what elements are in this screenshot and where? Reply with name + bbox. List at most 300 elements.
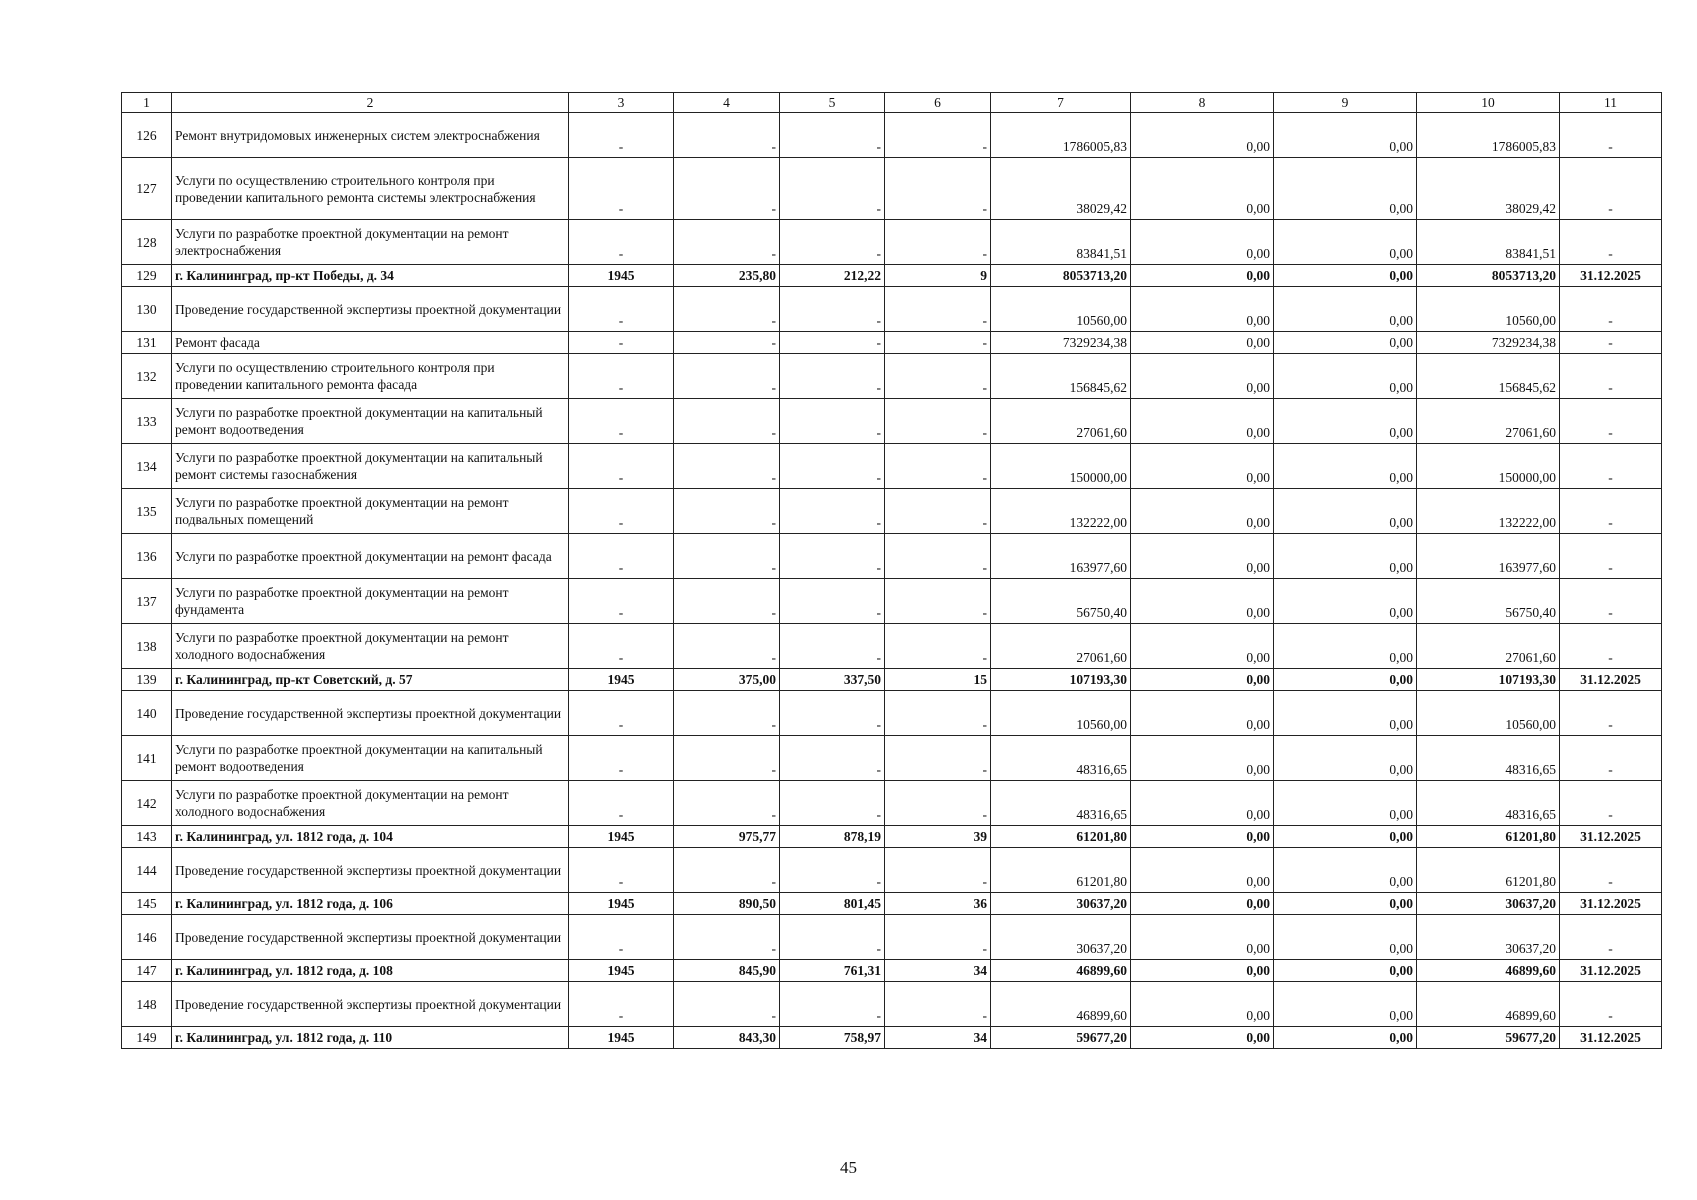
header-col-1: 1: [122, 93, 172, 113]
cell-total-cost: 38029,42: [991, 158, 1131, 220]
cell-budget-cost: 0,00: [1274, 915, 1417, 960]
cell-living-area: 761,31: [780, 960, 885, 982]
cell-owners-cost: 107193,30: [1417, 669, 1560, 691]
cell-owners-cost: 27061,60: [1417, 399, 1560, 444]
cell-owners-cost: 7329234,38: [1417, 332, 1560, 354]
table-row: [122, 915, 1662, 960]
cell-row-number: 128: [122, 220, 172, 265]
header-col-5: 5: [780, 93, 885, 113]
cell-total-area: -: [674, 579, 780, 624]
cell-total-area: -: [674, 534, 780, 579]
cell-total-cost: 27061,60: [991, 624, 1131, 669]
cell-living-area: -: [780, 287, 885, 332]
cell-living-area: -: [780, 399, 885, 444]
cell-row-name: Услуги по осуществлению строительного контроля при проведении капитального ремонта фасада: [172, 354, 569, 399]
cell-living-area: -: [780, 781, 885, 826]
cell-total-cost: 156845,62: [991, 354, 1131, 399]
cell-living-area: -: [780, 489, 885, 534]
cell-fund-cost: 0,00: [1131, 960, 1274, 982]
cell-row-number: 136: [122, 534, 172, 579]
table-row: [122, 113, 1662, 158]
cell-budget-cost: 0,00: [1274, 781, 1417, 826]
cell-living-area: 878,19: [780, 826, 885, 848]
cell-budget-cost: 0,00: [1274, 982, 1417, 1027]
table-row: [122, 691, 1662, 736]
cell-row-name: Ремонт фасада: [172, 332, 569, 354]
cell-build-year: -: [569, 444, 674, 489]
cell-total-area: 890,50: [674, 893, 780, 915]
cell-total-area: 975,77: [674, 826, 780, 848]
table-row: [122, 444, 1662, 489]
cell-row-number: 129: [122, 265, 172, 287]
cell-total-area: 235,80: [674, 265, 780, 287]
cell-owners-cost: 83841,51: [1417, 220, 1560, 265]
cell-row-number: 147: [122, 960, 172, 982]
cell-row-name: Проведение государственной экспертизы проектной документации: [172, 691, 569, 736]
cell-budget-cost: 0,00: [1274, 332, 1417, 354]
cell-row-name: г. Калининград, пр-кт Победы, д. 34: [172, 265, 569, 287]
cell-build-year: -: [569, 624, 674, 669]
cell-row-name: Услуги по разработке проектной документации на капитальный ремонт системы газоснабжения: [172, 444, 569, 489]
table-row: [122, 332, 1662, 354]
cell-residents: -: [885, 736, 991, 781]
header-col-2: 2: [172, 93, 569, 113]
cell-total-area: -: [674, 158, 780, 220]
header-col-9: 9: [1274, 93, 1417, 113]
cell-row-name: Ремонт внутридомовых инженерных систем электроснабжения: [172, 113, 569, 158]
cell-row-name: г. Калининград, ул. 1812 года, д. 106: [172, 893, 569, 915]
table-row: [122, 826, 1662, 848]
cell-row-number: 143: [122, 826, 172, 848]
cell-living-area: -: [780, 848, 885, 893]
cell-budget-cost: 0,00: [1274, 287, 1417, 332]
cell-budget-cost: 0,00: [1274, 444, 1417, 489]
cell-build-year: -: [569, 287, 674, 332]
cell-owners-cost: 46899,60: [1417, 960, 1560, 982]
cell-deadline: 31.12.2025: [1560, 669, 1662, 691]
cell-fund-cost: 0,00: [1131, 534, 1274, 579]
cell-row-number: 131: [122, 332, 172, 354]
header-col-4: 4: [674, 93, 780, 113]
cell-budget-cost: 0,00: [1274, 265, 1417, 287]
cell-total-cost: 1786005,83: [991, 113, 1131, 158]
table-row: [122, 579, 1662, 624]
cell-fund-cost: 0,00: [1131, 287, 1274, 332]
cell-residents: -: [885, 399, 991, 444]
cell-living-area: -: [780, 579, 885, 624]
cell-fund-cost: 0,00: [1131, 354, 1274, 399]
table-row: [122, 736, 1662, 781]
table-row: [122, 354, 1662, 399]
cell-residents: -: [885, 113, 991, 158]
cell-row-name: Услуги по осуществлению строительного контроля при проведении капитального ремонта системы электроснабжения: [172, 158, 569, 220]
cell-total-area: -: [674, 624, 780, 669]
data-table: [121, 92, 1662, 1049]
cell-row-number: 144: [122, 848, 172, 893]
table-row: [122, 220, 1662, 265]
table-row: [122, 287, 1662, 332]
cell-total-area: -: [674, 982, 780, 1027]
cell-residents: -: [885, 915, 991, 960]
cell-total-area: -: [674, 332, 780, 354]
page-number: 45: [840, 1158, 857, 1177]
header-col-10: 10: [1417, 93, 1560, 113]
cell-total-cost: 10560,00: [991, 287, 1131, 332]
cell-fund-cost: 0,00: [1131, 736, 1274, 781]
cell-living-area: 758,97: [780, 1027, 885, 1049]
cell-fund-cost: 0,00: [1131, 781, 1274, 826]
cell-fund-cost: 0,00: [1131, 444, 1274, 489]
cell-fund-cost: 0,00: [1131, 220, 1274, 265]
cell-fund-cost: 0,00: [1131, 158, 1274, 220]
cell-residents: -: [885, 848, 991, 893]
cell-total-area: -: [674, 781, 780, 826]
cell-row-number: 140: [122, 691, 172, 736]
cell-residents: 39: [885, 826, 991, 848]
cell-build-year: -: [569, 848, 674, 893]
cell-row-number: 146: [122, 915, 172, 960]
cell-row-number: 137: [122, 579, 172, 624]
header-col-8: 8: [1131, 93, 1274, 113]
cell-fund-cost: 0,00: [1131, 579, 1274, 624]
cell-row-number: 135: [122, 489, 172, 534]
cell-residents: -: [885, 220, 991, 265]
cell-total-area: -: [674, 354, 780, 399]
cell-row-number: 126: [122, 113, 172, 158]
cell-row-number: 130: [122, 287, 172, 332]
cell-deadline: -: [1560, 332, 1662, 354]
cell-residents: -: [885, 579, 991, 624]
cell-build-year: -: [569, 736, 674, 781]
cell-living-area: 801,45: [780, 893, 885, 915]
cell-owners-cost: 10560,00: [1417, 691, 1560, 736]
cell-row-number: 139: [122, 669, 172, 691]
cell-owners-cost: 8053713,20: [1417, 265, 1560, 287]
cell-owners-cost: 10560,00: [1417, 287, 1560, 332]
cell-budget-cost: 0,00: [1274, 960, 1417, 982]
table-row: [122, 848, 1662, 893]
cell-total-cost: 56750,40: [991, 579, 1131, 624]
cell-residents: 9: [885, 265, 991, 287]
cell-total-cost: 7329234,38: [991, 332, 1131, 354]
cell-fund-cost: 0,00: [1131, 399, 1274, 444]
cell-total-cost: 30637,20: [991, 893, 1131, 915]
cell-total-area: -: [674, 915, 780, 960]
cell-row-name: Услуги по разработке проектной документации на ремонт холодного водоснабжения: [172, 624, 569, 669]
cell-deadline: -: [1560, 624, 1662, 669]
cell-budget-cost: 0,00: [1274, 399, 1417, 444]
cell-owners-cost: 30637,20: [1417, 893, 1560, 915]
cell-total-cost: 83841,51: [991, 220, 1131, 265]
table-row: [122, 624, 1662, 669]
cell-residents: -: [885, 158, 991, 220]
cell-row-number: 145: [122, 893, 172, 915]
cell-owners-cost: 56750,40: [1417, 579, 1560, 624]
cell-fund-cost: 0,00: [1131, 893, 1274, 915]
cell-budget-cost: 0,00: [1274, 1027, 1417, 1049]
cell-row-name: Проведение государственной экспертизы проектной документации: [172, 982, 569, 1027]
cell-living-area: 337,50: [780, 669, 885, 691]
table-row: [122, 781, 1662, 826]
cell-total-area: 375,00: [674, 669, 780, 691]
cell-living-area: -: [780, 444, 885, 489]
cell-residents: -: [885, 489, 991, 534]
cell-owners-cost: 48316,65: [1417, 781, 1560, 826]
cell-total-area: -: [674, 848, 780, 893]
cell-total-cost: 30637,20: [991, 915, 1131, 960]
cell-total-cost: 163977,60: [991, 534, 1131, 579]
cell-row-number: 142: [122, 781, 172, 826]
cell-residents: -: [885, 354, 991, 399]
table-row: [122, 893, 1662, 915]
cell-total-area: -: [674, 113, 780, 158]
cell-budget-cost: 0,00: [1274, 624, 1417, 669]
cell-fund-cost: 0,00: [1131, 826, 1274, 848]
cell-owners-cost: 61201,80: [1417, 826, 1560, 848]
cell-build-year: 1945: [569, 1027, 674, 1049]
cell-budget-cost: 0,00: [1274, 669, 1417, 691]
cell-budget-cost: 0,00: [1274, 354, 1417, 399]
column-number-header-row: [122, 93, 1662, 113]
cell-deadline: -: [1560, 736, 1662, 781]
cell-row-name: г. Калининград, ул. 1812 года, д. 108: [172, 960, 569, 982]
cell-row-name: Услуги по разработке проектной документации на ремонт электроснабжения: [172, 220, 569, 265]
cell-fund-cost: 0,00: [1131, 915, 1274, 960]
cell-residents: -: [885, 332, 991, 354]
cell-residents: -: [885, 781, 991, 826]
cell-owners-cost: 163977,60: [1417, 534, 1560, 579]
cell-owners-cost: 61201,80: [1417, 848, 1560, 893]
cell-fund-cost: 0,00: [1131, 113, 1274, 158]
cell-budget-cost: 0,00: [1274, 489, 1417, 534]
cell-residents: -: [885, 691, 991, 736]
cell-budget-cost: 0,00: [1274, 158, 1417, 220]
cell-total-cost: 150000,00: [991, 444, 1131, 489]
cell-row-number: 132: [122, 354, 172, 399]
cell-total-cost: 46899,60: [991, 960, 1131, 982]
cell-residents: 15: [885, 669, 991, 691]
cell-residents: 36: [885, 893, 991, 915]
cell-owners-cost: 132222,00: [1417, 489, 1560, 534]
cell-living-area: -: [780, 691, 885, 736]
cell-residents: -: [885, 444, 991, 489]
cell-budget-cost: 0,00: [1274, 826, 1417, 848]
cell-total-area: -: [674, 489, 780, 534]
cell-deadline: -: [1560, 220, 1662, 265]
cell-owners-cost: 48316,65: [1417, 736, 1560, 781]
cell-total-cost: 107193,30: [991, 669, 1131, 691]
cell-row-number: 127: [122, 158, 172, 220]
cell-deadline: -: [1560, 982, 1662, 1027]
table-row: [122, 960, 1662, 982]
cell-build-year: -: [569, 915, 674, 960]
cell-build-year: -: [569, 691, 674, 736]
cell-owners-cost: 1786005,83: [1417, 113, 1560, 158]
cell-total-area: -: [674, 691, 780, 736]
cell-build-year: -: [569, 332, 674, 354]
cell-build-year: -: [569, 579, 674, 624]
cell-build-year: -: [569, 982, 674, 1027]
cell-build-year: -: [569, 534, 674, 579]
cell-total-area: 843,30: [674, 1027, 780, 1049]
cell-total-cost: 59677,20: [991, 1027, 1131, 1049]
cell-living-area: -: [780, 534, 885, 579]
cell-fund-cost: 0,00: [1131, 332, 1274, 354]
cell-fund-cost: 0,00: [1131, 624, 1274, 669]
table-row: [122, 399, 1662, 444]
cell-row-name: Услуги по разработке проектной документации на капитальный ремонт водоотведения: [172, 736, 569, 781]
cell-build-year: -: [569, 220, 674, 265]
cell-deadline: -: [1560, 691, 1662, 736]
cell-fund-cost: 0,00: [1131, 691, 1274, 736]
cell-row-name: Проведение государственной экспертизы проектной документации: [172, 287, 569, 332]
cell-deadline: -: [1560, 579, 1662, 624]
cell-build-year: -: [569, 158, 674, 220]
cell-owners-cost: 150000,00: [1417, 444, 1560, 489]
cell-budget-cost: 0,00: [1274, 893, 1417, 915]
cell-row-name: г. Калининград, ул. 1812 года, д. 104: [172, 826, 569, 848]
cell-build-year: -: [569, 354, 674, 399]
cell-total-area: -: [674, 399, 780, 444]
cell-total-cost: 27061,60: [991, 399, 1131, 444]
cell-deadline: 31.12.2025: [1560, 893, 1662, 915]
cell-residents: 34: [885, 960, 991, 982]
cell-build-year: -: [569, 489, 674, 534]
cell-row-name: Услуги по разработке проектной документации на капитальный ремонт водоотведения: [172, 399, 569, 444]
cell-total-cost: 132222,00: [991, 489, 1131, 534]
cell-total-cost: 61201,80: [991, 848, 1131, 893]
cell-deadline: -: [1560, 287, 1662, 332]
cell-build-year: 1945: [569, 960, 674, 982]
cell-budget-cost: 0,00: [1274, 848, 1417, 893]
cell-owners-cost: 30637,20: [1417, 915, 1560, 960]
cell-deadline: 31.12.2025: [1560, 1027, 1662, 1049]
cell-residents: -: [885, 624, 991, 669]
cell-budget-cost: 0,00: [1274, 534, 1417, 579]
cell-deadline: 31.12.2025: [1560, 826, 1662, 848]
cell-deadline: -: [1560, 915, 1662, 960]
cell-owners-cost: 46899,60: [1417, 982, 1560, 1027]
table-row: [122, 669, 1662, 691]
cell-fund-cost: 0,00: [1131, 489, 1274, 534]
table-body: [122, 93, 1662, 1049]
cell-total-area: -: [674, 444, 780, 489]
header-col-7: 7: [991, 93, 1131, 113]
table-row: [122, 1027, 1662, 1049]
cell-total-cost: 61201,80: [991, 826, 1131, 848]
cell-deadline: -: [1560, 781, 1662, 826]
cell-budget-cost: 0,00: [1274, 579, 1417, 624]
cell-budget-cost: 0,00: [1274, 113, 1417, 158]
cell-row-name: Проведение государственной экспертизы проектной документации: [172, 848, 569, 893]
cell-living-area: -: [780, 113, 885, 158]
cell-total-area: -: [674, 287, 780, 332]
cell-fund-cost: 0,00: [1131, 1027, 1274, 1049]
cell-owners-cost: 156845,62: [1417, 354, 1560, 399]
cell-owners-cost: 27061,60: [1417, 624, 1560, 669]
cell-owners-cost: 38029,42: [1417, 158, 1560, 220]
cell-row-name: Услуги по разработке проектной документации на ремонт подвальных помещений: [172, 489, 569, 534]
cell-deadline: -: [1560, 113, 1662, 158]
cell-living-area: -: [780, 982, 885, 1027]
cell-living-area: -: [780, 736, 885, 781]
cell-build-year: -: [569, 113, 674, 158]
cell-build-year: -: [569, 399, 674, 444]
cell-total-cost: 10560,00: [991, 691, 1131, 736]
header-col-3: 3: [569, 93, 674, 113]
cell-deadline: -: [1560, 848, 1662, 893]
cell-row-number: 134: [122, 444, 172, 489]
cell-fund-cost: 0,00: [1131, 669, 1274, 691]
table-row: [122, 982, 1662, 1027]
cell-total-cost: 8053713,20: [991, 265, 1131, 287]
cell-build-year: 1945: [569, 669, 674, 691]
cell-budget-cost: 0,00: [1274, 691, 1417, 736]
cell-row-number: 141: [122, 736, 172, 781]
cell-total-cost: 46899,60: [991, 982, 1131, 1027]
cell-row-name: Услуги по разработке проектной документации на ремонт фундамента: [172, 579, 569, 624]
cell-deadline: 31.12.2025: [1560, 265, 1662, 287]
cell-row-name: г. Калининград, ул. 1812 года, д. 110: [172, 1027, 569, 1049]
cell-build-year: -: [569, 781, 674, 826]
cell-row-name: Услуги по разработке проектной документации на ремонт фасада: [172, 534, 569, 579]
cell-row-number: 138: [122, 624, 172, 669]
header-col-11: 11: [1560, 93, 1662, 113]
cell-budget-cost: 0,00: [1274, 220, 1417, 265]
cell-fund-cost: 0,00: [1131, 982, 1274, 1027]
cell-living-area: -: [780, 354, 885, 399]
cell-budget-cost: 0,00: [1274, 736, 1417, 781]
cell-row-number: 148: [122, 982, 172, 1027]
cell-row-name: Проведение государственной экспертизы проектной документации: [172, 915, 569, 960]
cell-row-number: 133: [122, 399, 172, 444]
cell-deadline: 31.12.2025: [1560, 960, 1662, 982]
cell-residents: 34: [885, 1027, 991, 1049]
header-col-6: 6: [885, 93, 991, 113]
cell-living-area: -: [780, 220, 885, 265]
cell-living-area: -: [780, 624, 885, 669]
cell-total-area: 845,90: [674, 960, 780, 982]
cell-living-area: -: [780, 332, 885, 354]
cell-build-year: 1945: [569, 265, 674, 287]
cell-living-area: -: [780, 915, 885, 960]
cell-deadline: -: [1560, 444, 1662, 489]
cell-living-area: -: [780, 158, 885, 220]
cell-fund-cost: 0,00: [1131, 265, 1274, 287]
cell-deadline: -: [1560, 158, 1662, 220]
cell-row-name: Услуги по разработке проектной документации на ремонт холодного водоснабжения: [172, 781, 569, 826]
table-row: [122, 158, 1662, 220]
cell-fund-cost: 0,00: [1131, 848, 1274, 893]
cell-build-year: 1945: [569, 893, 674, 915]
cell-deadline: -: [1560, 489, 1662, 534]
cell-residents: -: [885, 287, 991, 332]
cell-deadline: -: [1560, 354, 1662, 399]
cell-deadline: -: [1560, 399, 1662, 444]
cell-total-cost: 48316,65: [991, 781, 1131, 826]
cell-residents: -: [885, 534, 991, 579]
cell-living-area: 212,22: [780, 265, 885, 287]
table-row: [122, 489, 1662, 534]
cell-total-cost: 48316,65: [991, 736, 1131, 781]
table-row: [122, 265, 1662, 287]
cell-deadline: -: [1560, 534, 1662, 579]
cell-residents: -: [885, 982, 991, 1027]
cell-row-name: г. Калининград, пр-кт Советский, д. 57: [172, 669, 569, 691]
cell-owners-cost: 59677,20: [1417, 1027, 1560, 1049]
table-row: [122, 534, 1662, 579]
cell-row-number: 149: [122, 1027, 172, 1049]
